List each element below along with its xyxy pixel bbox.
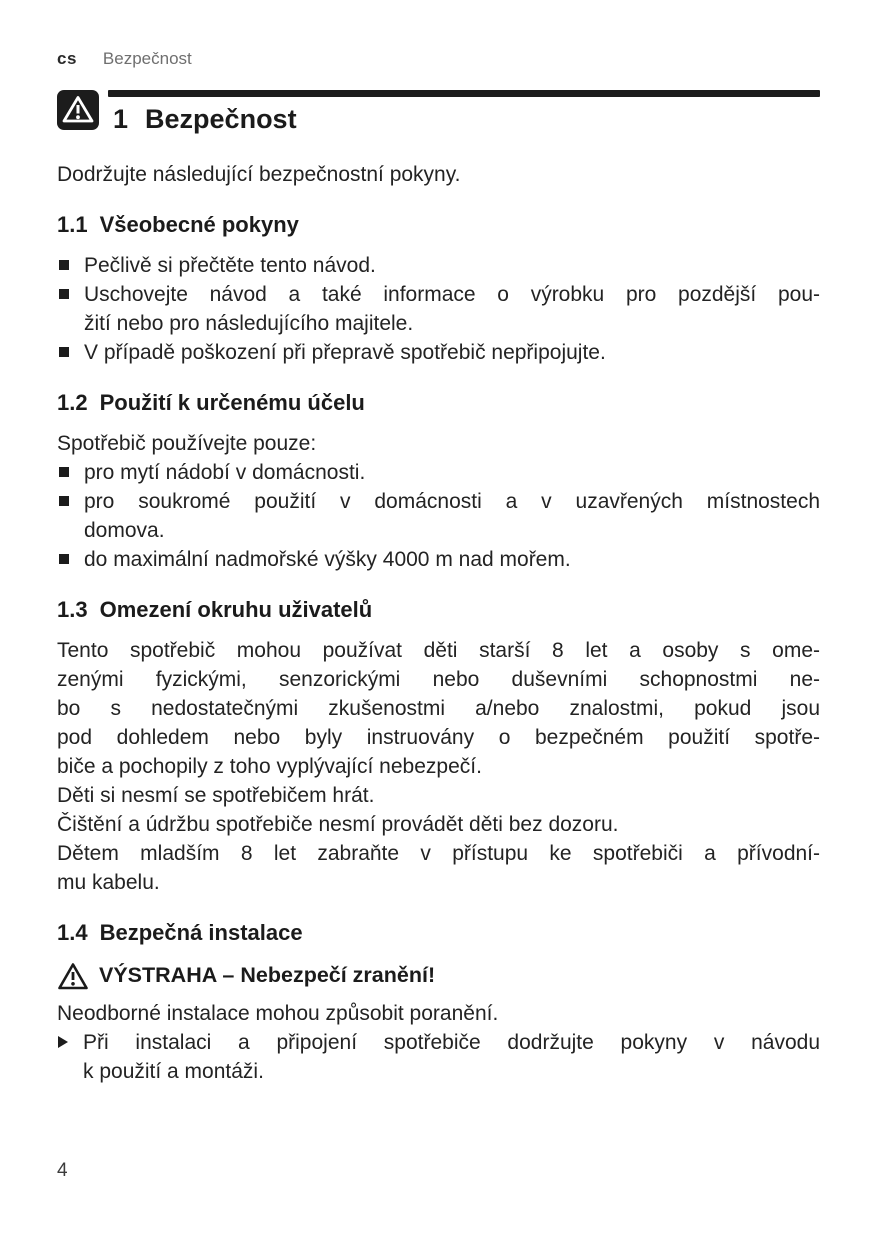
step-arrow-icon (57, 1028, 83, 1086)
bullet-item (57, 338, 820, 367)
section-number: 1.3 (57, 597, 88, 622)
text-line: pro mytí nádobí v domácnosti. (84, 461, 366, 484)
text-line: k použití a montáži. (83, 1060, 264, 1083)
text-line: žití nebo pro následujícího majitele. (84, 312, 414, 335)
text-line: bo s nedostatečnými zkušenostmi a/nebo znalostmi, pokud jsou (57, 697, 820, 720)
text-line: Uschovejte návod a také informace o výrobku pro pozdější pou- (84, 283, 820, 306)
bullet-item (57, 545, 820, 574)
section-lead: Spotřebič používejte pouze: (57, 432, 317, 455)
text-line: pod dohledem nebo byly instruovány o bezpečném použití spotře- (57, 726, 820, 749)
text-line: V případě poškození při přepravě spotřebič nepřipojujte. (84, 341, 606, 364)
text-line: Pečlivě si přečtěte tento návod. (84, 254, 376, 277)
warning-triangle-icon (57, 962, 89, 999)
warning-heading (57, 960, 820, 999)
bullet-text (84, 338, 820, 367)
chapter-header (57, 90, 820, 135)
section-title-text: Omezení okruhu uživatelů (99, 597, 373, 622)
chapter-number: 1 (113, 104, 129, 134)
text-line: Čištění a údržbu spotřebiče nesmí provádět děti bez dozoru. (57, 813, 619, 836)
text-line: zenými fyzickými, senzorickými nebo duševními schopnostmi ne- (57, 668, 820, 691)
chapter-title-text: Bezpečnost (145, 104, 297, 134)
text-line: domova. (84, 519, 165, 542)
bullet-item (57, 458, 820, 487)
step-item (57, 1028, 820, 1086)
bullet-square-icon (57, 487, 84, 545)
bullet-item (57, 251, 820, 280)
section-title (57, 390, 820, 416)
step-list (57, 1028, 820, 1086)
section-title-text: Všeobecné pokyny (99, 212, 299, 237)
text-line: Děti si nesmí se spotřebičem hrát. (57, 784, 375, 807)
section-title (57, 597, 820, 623)
chapter-intro: Dodržujte následující bezpečnostní pokyny. (57, 163, 461, 186)
section-number: 1.4 (57, 920, 88, 945)
bullet-text (84, 251, 820, 280)
section-safe-installation (57, 920, 820, 1086)
text-line: Při instalaci a připojení spotřebiče dodržujte pokyny v návodu (83, 1031, 820, 1054)
section-user-restrictions (57, 597, 820, 897)
chapter-title (113, 104, 820, 135)
warning-title: VÝSTRAHA – Nebezpečí zranění! (99, 963, 436, 987)
page-number: 4 (57, 1160, 68, 1181)
section-paragraph (57, 636, 820, 897)
step-text (83, 1028, 820, 1086)
bullet-item (57, 280, 820, 338)
text-line: pro soukromé použití v domácnosti a v uzavřených místnostech (84, 490, 820, 513)
bullet-square-icon (57, 280, 84, 338)
bullet-list (57, 458, 820, 574)
running-title: Bezpečnost (102, 49, 192, 68)
bullet-text (84, 280, 820, 338)
text-line: Tento spotřebič mohou používat děti starší 8 let a osoby s ome- (57, 639, 820, 662)
bullet-text (84, 545, 820, 574)
bullet-square-icon (57, 251, 84, 280)
text-line: biče a pochopily z toho vyplývající nebezpečí. (57, 755, 482, 778)
section-general-notes (57, 212, 820, 367)
section-intended-use (57, 390, 820, 574)
section-title-text: Bezpečná instalace (99, 920, 303, 945)
section-number: 1.2 (57, 390, 88, 415)
bullet-square-icon (57, 458, 84, 487)
bullet-square-icon (57, 338, 84, 367)
section-title-text: Použití k určenému účelu (99, 390, 365, 415)
warning-body: Neodborné instalace mohou způsobit poranění. (57, 1002, 499, 1025)
bullet-square-icon (57, 545, 84, 574)
chapter-rule (108, 90, 820, 97)
bullet-list (57, 251, 820, 367)
section-title (57, 920, 820, 946)
bullet-text (84, 487, 820, 545)
bullet-item (57, 487, 820, 545)
language-code: cs (57, 49, 77, 68)
section-number: 1.1 (57, 212, 88, 237)
text-line: Dětem mladším 8 let zabraňte v přístupu ke spotřebiči a přívodní- (57, 842, 820, 865)
bullet-text (84, 458, 820, 487)
text-line: do maximální nadmořské výšky 4000 m nad mořem. (84, 548, 571, 571)
chapter-title-block (108, 90, 820, 135)
section-title (57, 212, 820, 238)
running-header (57, 0, 820, 69)
warning-triangle-badge-icon (57, 90, 99, 130)
text-line: mu kabelu. (57, 871, 160, 894)
